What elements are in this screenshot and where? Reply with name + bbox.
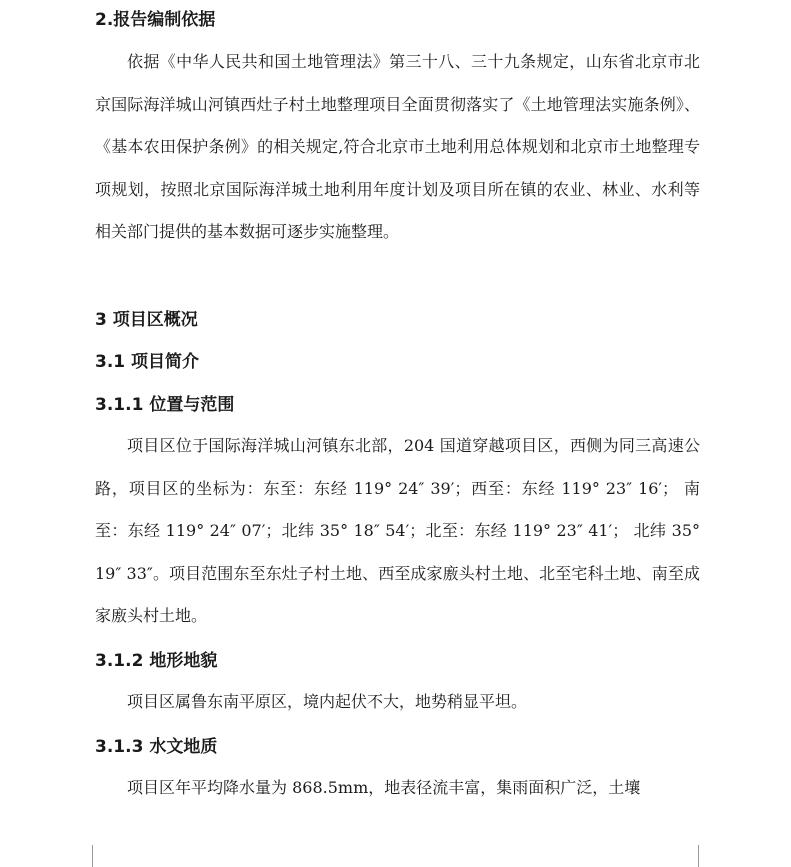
section-3-1-1-heading: 3.1.1 位置与范围	[95, 395, 235, 415]
section-3-1-2-heading: 3.1.2 地形地貌	[95, 651, 218, 671]
section-3-1-1-paragraph: 项目区位于国际海洋城山河镇东北部，204 国道穿越项目区，西侧为同三高速公路，项目区的坐标为：东至：东经 119° 24″ 39′；西至：东经 119° 23″ 16′； 南至：东经 119° 24″ 07′；北纬 35° 18″ 54′；北至：东经 119° 23″ 41′； 北纬 35° 19″ 33″。项目范围东至东灶子村土地、西至成家廒头村土地、北至宅科土地、南至成家廒头村土地。	[95, 436, 700, 625]
section-3-1-3-heading: 3.1.3 水文地质	[95, 737, 218, 757]
section-3-1-2-paragraph: 项目区属鲁东南平原区，境内起伏不大，地势稍显平坦。	[127, 692, 528, 711]
section-2-heading: 2.报告编制依据	[95, 10, 216, 30]
page-corner-mark-left	[70, 845, 93, 867]
section-2-paragraph: 依据《中华人民共和国土地管理法》第三十八、三十九条规定，山东省北京市北京国际海洋城山河镇西灶子村土地整理项目全面贯彻落实了《土地管理法实施条例》、《基本农田保护条例》的相关规定,符合北京市土地利用总体规划和北京市土地整理专项规划，按照北京国际海洋城土地利用年度计划及项目所在镇的农业、林业、水利等相关部门提供的基本数据可逐步实施整理。	[95, 52, 700, 241]
section-3-heading: 3 项目区概况	[95, 310, 198, 330]
section-3-1-heading: 3.1 项目简介	[95, 352, 200, 372]
section-3-1-3-paragraph: 项目区年平均降水量为 868.5mm，地表径流丰富，集雨面积广泛，土壤	[127, 778, 641, 797]
page-corner-mark-right	[698, 845, 721, 867]
